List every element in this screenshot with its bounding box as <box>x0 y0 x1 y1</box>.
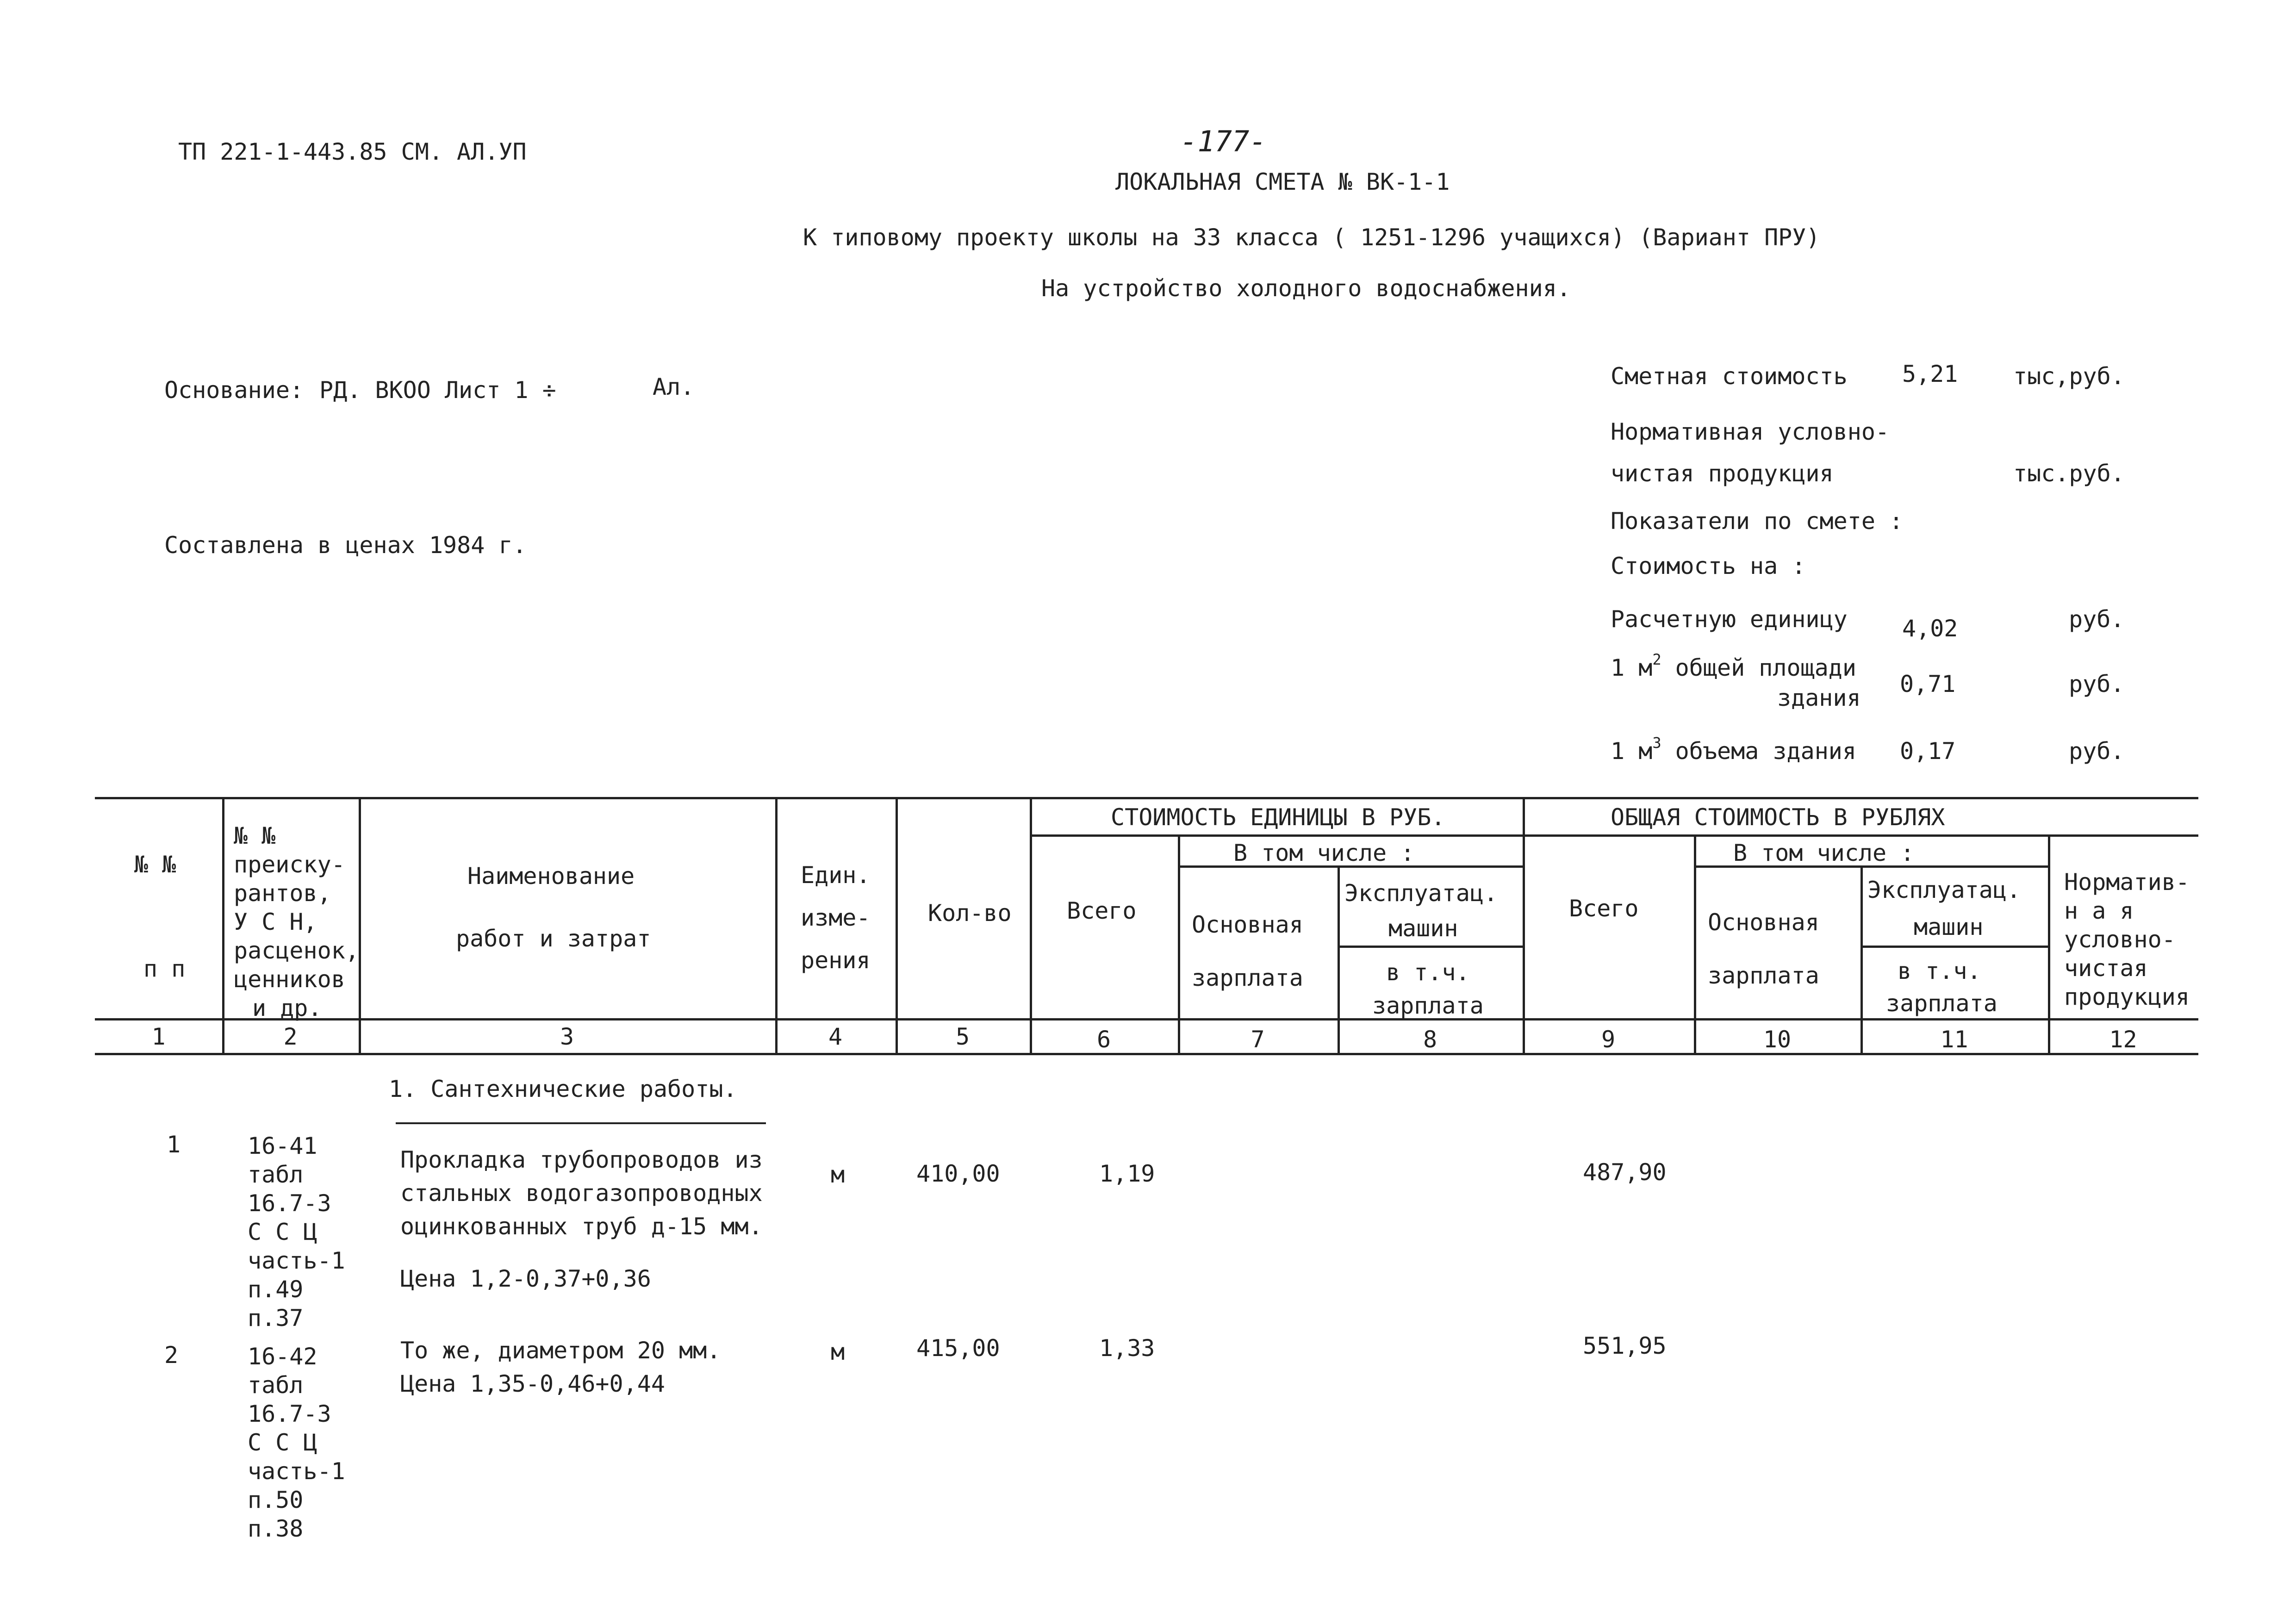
col-number-11: 11 <box>1940 1026 1968 1053</box>
unit-machines-header-1: Эксплуатац. <box>1344 880 1498 907</box>
normative-label-2: чистая продукция <box>1611 460 1834 487</box>
row-number: 1 <box>167 1131 181 1158</box>
document-code: ТП 221-1-443.85 СМ. АЛ.УП <box>178 138 527 165</box>
unit-incl-wage-header-2: зарплата <box>1372 992 1484 1019</box>
col1-header-top: № № <box>134 851 176 878</box>
unit-incl-header: В том числе : <box>1233 840 1415 866</box>
col-number-4: 4 <box>828 1023 843 1050</box>
col1-header-bottom: п п <box>143 955 186 982</box>
col-number-6: 6 <box>1096 1026 1111 1053</box>
col2-header: № № преиску- рантов, У С Н, расценок, ценников и др. <box>234 822 359 1021</box>
col-divider-8 <box>1523 797 1525 1053</box>
total-total-header: Всего <box>1569 895 1639 922</box>
group-header-rule <box>1030 834 2198 837</box>
basis-text: РД. ВКОО Лист 1 ÷ <box>319 377 556 404</box>
total-incl-wage-header-2: зарплата <box>1886 990 1997 1017</box>
estimated-cost-unit: тыс,руб. <box>2013 363 2125 390</box>
row-unit: м <box>831 1161 845 1188</box>
unit-machines-header-2: машин <box>1388 915 1458 942</box>
estimated-cost-label: Сметная стоимость <box>1611 363 1848 390</box>
total-machines-header-1: Эксплуатац. <box>1867 877 2021 903</box>
unit-basic-wage-header-1: Основная <box>1192 911 1303 938</box>
estimated-cost-value: 5,21 <box>1902 361 1958 387</box>
unit-cost-unit: руб. <box>2069 606 2125 633</box>
table-top-rule <box>95 797 2198 799</box>
area-label-2: здания <box>1777 684 1861 711</box>
row-price: Цена 1,35-0,46+0,44 <box>400 1370 665 1397</box>
unit-cost-group-header: СТОИМОСТЬ ЕДИНИЦЫ В РУБ. <box>1111 804 1445 831</box>
row-reference: 16-41 табл 16.7-3 С С Ц часть-1 п.49 п.37 <box>248 1132 345 1332</box>
row-quantity: 415,00 <box>916 1335 1000 1362</box>
header-bottom-rule <box>95 1018 2198 1020</box>
row-unit-cost-total: 1,33 <box>1099 1335 1155 1362</box>
col-number-12: 12 <box>2109 1026 2137 1053</box>
volume-cost-unit: руб. <box>2069 738 2125 765</box>
col-divider-4 <box>896 797 898 1053</box>
col-divider-6 <box>1178 834 1180 1053</box>
col-number-7: 7 <box>1251 1026 1265 1053</box>
column-number-rule <box>95 1053 2198 1055</box>
col-number-1: 1 <box>151 1023 166 1050</box>
total-incl-wage-header-1: в т.ч. <box>1898 958 1981 984</box>
unit-cost-value: 4,02 <box>1902 615 1958 642</box>
col-number-8: 8 <box>1423 1026 1437 1053</box>
col-divider-11 <box>2048 834 2050 1053</box>
unit-total-header: Всего <box>1067 897 1137 924</box>
volume-cost-value: 0,17 <box>1900 738 1956 765</box>
area-cost-value: 0,71 <box>1900 671 1956 697</box>
col-divider-3 <box>775 797 778 1053</box>
col-divider-7 <box>1338 865 1340 1053</box>
work-purpose: На устройство холодного водоснабжения. <box>1041 275 1571 302</box>
row-quantity: 410,00 <box>916 1160 1000 1187</box>
unit-machines-rule <box>1338 946 1525 948</box>
basis-suffix: Ал. <box>653 373 695 400</box>
normative-unit: тыс.руб. <box>2013 460 2125 487</box>
unit-basic-wage-header-2: зарплата <box>1192 964 1303 991</box>
col-number-2: 2 <box>283 1023 298 1050</box>
row-work-name: То же, диаметром 20 мм. <box>400 1337 721 1364</box>
col-divider-9 <box>1694 834 1696 1053</box>
total-machines-header-2: машин <box>1914 914 1984 940</box>
row-unit: м <box>831 1338 845 1365</box>
cost-on-label: Стоимость на : <box>1611 553 1806 579</box>
total-cost-group-header: ОБЩАЯ СТОИМОСТЬ В РУБЛЯХ <box>1611 804 1945 831</box>
row-price: Цена 1,2-0,37+0,36 <box>400 1265 651 1292</box>
total-basic-wage-header-2: зарплата <box>1708 962 1819 989</box>
total-basic-wage-header-1: Основная <box>1708 909 1819 936</box>
area-cost-unit: руб. <box>2069 671 2125 697</box>
row-unit-cost-total: 1,19 <box>1099 1160 1155 1187</box>
col-number-5: 5 <box>955 1023 970 1050</box>
col-number-3: 3 <box>560 1023 574 1050</box>
total-machines-rule <box>1860 946 2050 948</box>
area-label: 1 $м^2$ общей площади <box>1611 651 1857 681</box>
col-divider-1 <box>222 797 224 1053</box>
unit-incl-wage-header-1: в т.ч. <box>1386 959 1470 986</box>
row-work-name: Прокладка трубопроводов из стальных водогазопроводных оцинкованных труб д-15 мм. <box>400 1146 763 1240</box>
indicators-label: Показатели по смете : <box>1611 508 1904 535</box>
row-number: 2 <box>164 1342 179 1369</box>
col12-header: Норматив- н а я условно- чистая продукция <box>2064 869 2190 1010</box>
prices-note: Составлена в ценах 1984 г. <box>164 532 527 559</box>
row-reference: 16-42 табл 16.7-3 С С Ц часть-1 п.50 п.38 <box>248 1343 345 1542</box>
col-number-10: 10 <box>1763 1026 1792 1053</box>
col3-header-top: Наименование <box>467 863 635 890</box>
col-divider-5 <box>1030 797 1032 1053</box>
page-number: -177- <box>1180 124 1267 158</box>
volume-label: 1 $м^3$ объема здания <box>1611 734 1857 765</box>
col4-header: Един. изме- рения <box>801 862 871 974</box>
estimate-title: ЛОКАЛЬНАЯ СМЕТА № ВК-1-1 <box>1115 168 1450 195</box>
normative-label-1: Нормативная условно- <box>1611 418 1890 445</box>
section-title: 1. Сантехнические работы. <box>389 1076 737 1102</box>
col-divider-10 <box>1860 865 1863 1053</box>
col5-header: Кол-во <box>928 900 1012 927</box>
basis-label: Основание: <box>164 377 304 404</box>
row-total-cost: 551,95 <box>1583 1332 1667 1359</box>
unit-cost-label: Расчетную единицу <box>1611 606 1848 633</box>
col-number-9: 9 <box>1601 1026 1616 1053</box>
total-incl-header: В том числе : <box>1733 840 1915 866</box>
section-title-rule <box>396 1122 766 1124</box>
project-subtitle: К типовому проекту школы на 33 класса ( 1251-1296 учащихся) (Вариант ПРУ) <box>803 224 1820 251</box>
row-total-cost: 487,90 <box>1583 1159 1667 1186</box>
col3-header-bottom: работ и затрат <box>456 925 651 952</box>
